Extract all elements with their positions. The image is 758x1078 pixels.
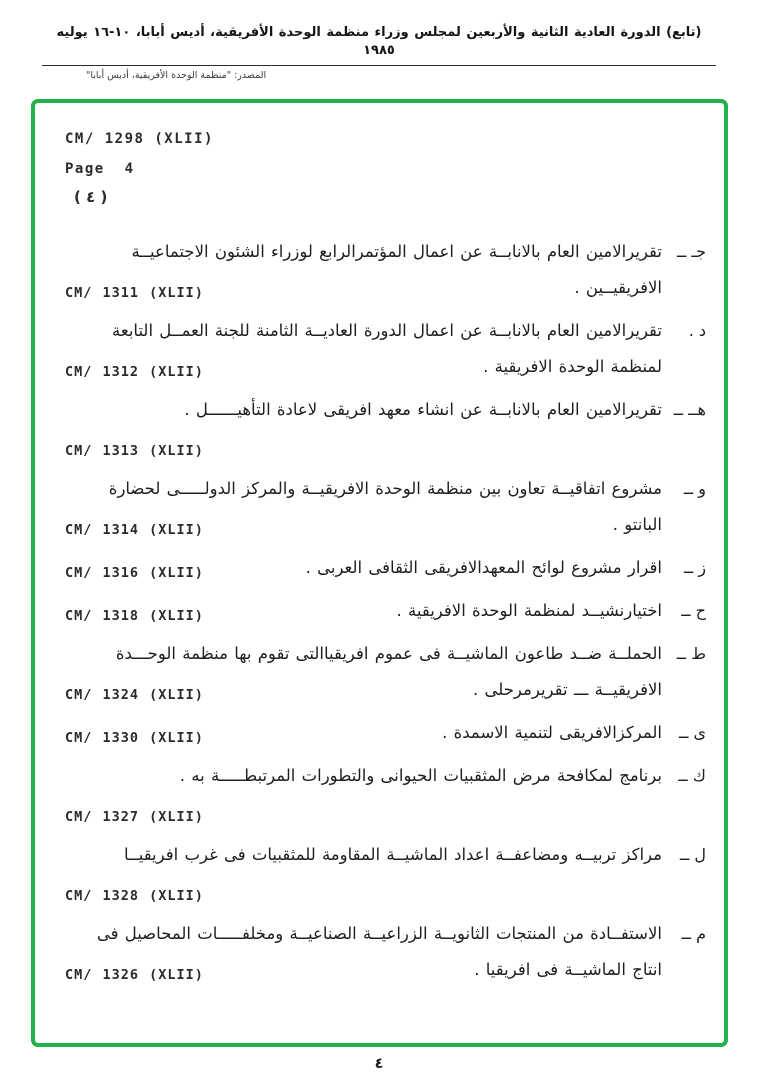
agenda-item-body (65, 837, 662, 909)
agenda-item (65, 636, 706, 708)
agenda-item-marker: ى ــ (679, 723, 706, 743)
agenda-item-text: الاستفــادة من المنتجات الثانويــة الزراعيــة الصناعيــة ومخلفـــــات المحاصيل فى انتاج الماشيــة فى افريقيا . (96, 924, 662, 980)
agenda-item-body (65, 313, 662, 385)
agenda-item-text: اقرار مشروع لوائح المعهدالافريقى الثقافى العربى . (305, 558, 662, 578)
agenda-item-marker: ح ــ (681, 601, 706, 621)
agenda-item-body (65, 471, 662, 543)
agenda-item-text: مشروع اتفاقيــة تعاون بين منظمة الوحدة الافريقيــة والمركز الدولـــــى لحضارة البانتو . (108, 479, 662, 535)
agenda-item-marker: ز ــ (683, 558, 706, 578)
agenda-item-text: تقريرالامين العام بالانابــة عن اعمال الدورة العاديــة الثامنة للجنة العمــل التابعة لمنظمة الوحدة الافريقية . (112, 321, 662, 377)
agenda-item-text: مراكز تربيــه ومضاعفــة اعداد الماشيــة المقاومة للمثقبيات فى غرب افريقيــا (124, 845, 662, 865)
agenda-item (65, 837, 706, 909)
agenda-item (65, 593, 706, 629)
document-page-label: Page 4 (65, 161, 135, 178)
page-footer (0, 1056, 758, 1072)
agenda-item-text: تقريرالامين العام بالانابــة عن انشاء معهد افريقى لاعادة التأهيــــــل . (184, 400, 662, 420)
agenda-item (65, 313, 706, 385)
agenda-item-marker: هــ ــ (673, 400, 706, 420)
document-reference: CM/ 1298 (XLII) (65, 131, 214, 148)
agenda-item (65, 550, 706, 586)
agenda-item-document-ref: CM/ 1328 (XLII) (65, 888, 204, 905)
agenda-item (65, 758, 706, 830)
agenda-item (65, 234, 706, 306)
document-scan-frame (31, 99, 728, 1047)
agenda-item-document-ref: CM/ 1312 (XLII) (65, 364, 204, 381)
agenda-item-body (65, 392, 662, 464)
agenda-item (65, 916, 706, 988)
agenda-item-document-ref: CM/ 1324 (XLII) (65, 687, 204, 704)
agenda-item-text: الحملــة ضــد طاعون الماشيــة فى عموم افريقياالتى تقوم بها منظمة الوحـــدة الافريقيــة ـــ تقريرمرحلى . (115, 644, 662, 700)
agenda-item-document-ref: CM/ 1318 (XLII) (65, 608, 204, 625)
agenda-item-marker: د . (688, 321, 706, 341)
agenda-item (65, 715, 706, 751)
agenda-item-body (65, 715, 662, 751)
agenda-item (65, 471, 706, 543)
agenda-item-text: برنامج لمكافحة مرض المثقبيات الحيوانى والتطورات المرتبطـــــة به . (179, 766, 662, 786)
agenda-item-body (65, 758, 662, 830)
agenda-item (65, 392, 706, 464)
header-title: (تابع) الدورة العادية الثانية والأربعين لمجلس وزراء منظمة الوحدة الأفريقية، أديس أبابا، ١٠-١٦ يوليه ١٩٨٥ (56, 25, 702, 58)
agenda-item-document-ref: CM/ 1316 (XLII) (65, 565, 204, 582)
agenda-item-document-ref: CM/ 1311 (XLII) (65, 285, 204, 302)
agenda-item-document-ref: CM/ 1327 (XLII) (65, 809, 204, 826)
agenda-item-body (65, 916, 662, 988)
header-rule (42, 65, 716, 66)
agenda-item-marker: جـ ــ (676, 242, 706, 262)
agenda-item-marker: و ــ (683, 479, 706, 499)
agenda-item-marker: ط ــ (676, 644, 706, 664)
catalog-header (0, 0, 758, 81)
agenda-item-marker: ك ــ (678, 766, 706, 786)
agenda-item-document-ref: CM/ 1313 (XLII) (65, 443, 204, 460)
agenda-item-text: تقريرالامين العام بالانابــة عن اعمال المؤتمرالرابع لوزراء الشئون الاجتماعيــة الافريقيــين . (131, 242, 662, 298)
agenda-item-document-ref: CM/ 1326 (XLII) (65, 967, 204, 984)
document-head (65, 131, 706, 206)
agenda-items-list (65, 234, 706, 988)
agenda-item-text: اختيارنشيــد لمنظمة الوحدة الافريقية . (396, 601, 662, 621)
agenda-item-marker: ل ــ (679, 845, 706, 865)
agenda-item-marker: م ــ (681, 924, 706, 944)
agenda-item-body (65, 636, 662, 708)
footer-page-number: ٤ (374, 1056, 384, 1073)
agenda-item-text: المركزالافريقى لتنمية الاسمدة . (442, 723, 662, 743)
header-source: المصدر: "منظمة الوحدة الأفريقية، أديس أبابا" (86, 70, 267, 82)
agenda-item-document-ref: CM/ 1314 (XLII) (65, 522, 204, 539)
agenda-item-body (65, 550, 662, 586)
agenda-item-body (65, 593, 662, 629)
agenda-item-document-ref: CM/ 1330 (XLII) (65, 730, 204, 747)
agenda-item-body (65, 234, 662, 306)
document-page-number-arabic: ( ٤ ) (74, 188, 108, 207)
